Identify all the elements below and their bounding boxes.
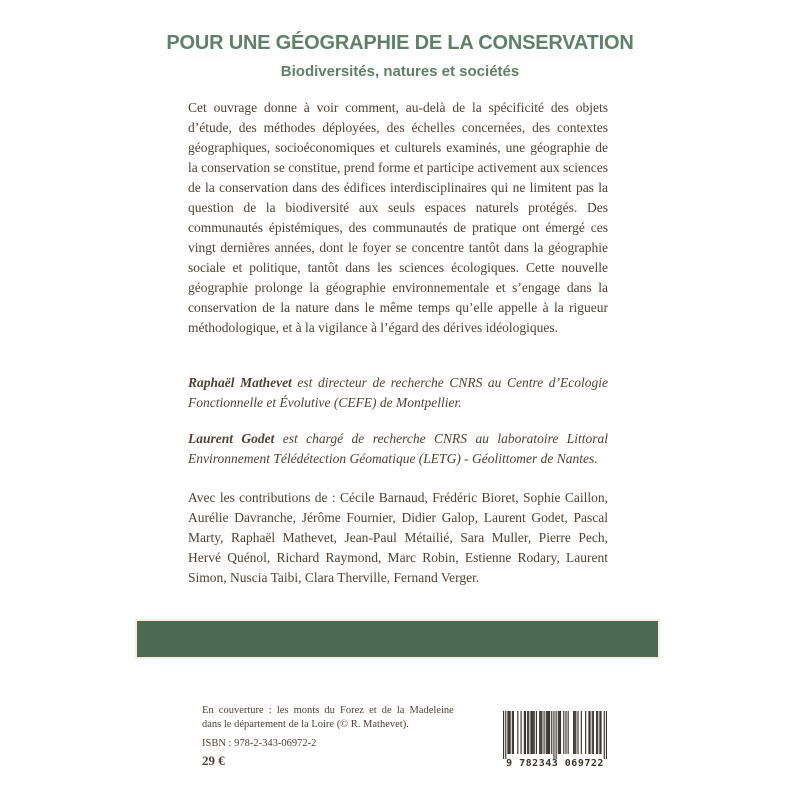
barcode-digits: 9 782343 069722: [506, 758, 604, 769]
author-bio-mathevet: [188, 373, 608, 413]
cover-credit-line1: En couverture : les monts du Forez et de la Madeleine: [202, 705, 454, 716]
author-bio-text: est chargé de recherche CNRS au laboratoire Littoral Environnement Télédétection Géomatique (LETG) - Géolittomer de Nantes.: [188, 430, 608, 466]
book-subtitle: Biodiversités, natures et sociétés: [280, 63, 520, 80]
isbn-text: ISBN : 978-2-343-06972-2: [202, 738, 317, 749]
contributors-paragraph: Avec les contributions de : Cécile Barnaud, Frédéric Bioret, Sophie Caillon, Aurélie Davranche, Jérôme Fournier, Didier Galop, Laurent Godet, Pascal Marty, Raphaël Mathevet, Jean-Paul Métailié, Sara Muller, Pierre Pech, Hervé Quénol, Richard Raymond, Marc Robin, Estienne Rodary, Laurent Simon, Nuscia Taibi, Clara Therville, Fernand Verger.: [188, 490, 608, 585]
author-bio-godet: [188, 429, 608, 469]
author-name: Raphaël Mathevet: [188, 374, 292, 390]
price-text: 29 €: [202, 753, 225, 768]
summary-paragraph: Cet ouvrage donne à voir comment, au-delà de la spécificité des objets d’étude, des méthodes déployées, des échelles concernées, des contextes géographiques, socioéconomiques et culturels examinés, une géographie de la conservation se constitue, prend forme et participe activement aux sciences de la conservation dans des édifices interdisciplinaires qui ne limitent pas la question de la biodiversité aux seuls espaces naturels protégés. Des communautés épistémiques, des communautés de pratique ont émergé ces vingt dernières années, dont le foyer se concentre tantôt dans la géographie sociale et politique, tantôt dans les sciences écologiques. Cette nouvelle géographie prolonge la géographie environnementale et s’engage dans la conservation de la nature dans le même temps qu’elle appelle à la rigueur méthodologique, et à la vigilance à l’égard des dérives idéologiques.: [188, 100, 608, 335]
author-name: Laurent Godet: [188, 430, 275, 446]
cover-credit-line2: dans le département de la Loire (© R. Mathevet).: [202, 719, 409, 730]
green-band: [137, 621, 658, 657]
book-title: POUR UNE GÉOGRAPHIE DE LA CONSERVATION: [166, 32, 634, 54]
author-bio-text: est directeur de recherche CNRS au Centre d’Ecologie Fonctionnelle et Évolutive (CEFE) de Montpellier.: [188, 374, 609, 410]
barcode: [503, 711, 607, 770]
barcode-bars: [503, 711, 607, 759]
